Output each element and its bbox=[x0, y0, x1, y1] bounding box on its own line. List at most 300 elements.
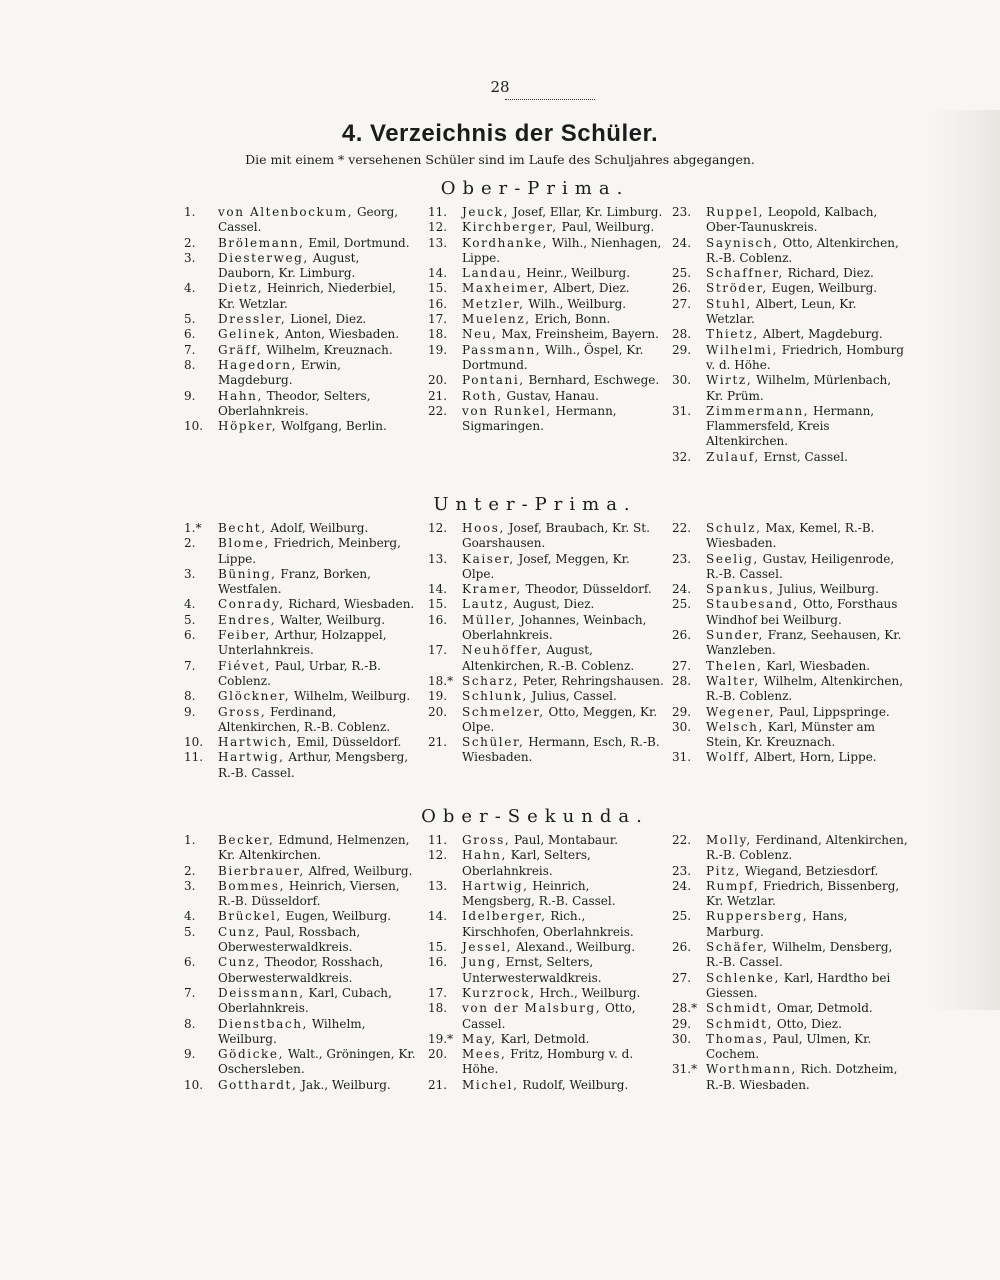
student-entry bbox=[428, 643, 664, 674]
student-details: Wilh., Nienhagen, Lippe. bbox=[462, 235, 662, 265]
student-details: Wilh., Weilburg. bbox=[528, 296, 627, 311]
entry-text bbox=[706, 659, 908, 674]
student-entry bbox=[184, 419, 416, 434]
student-surname: Ströder, bbox=[706, 281, 768, 296]
entry-text bbox=[706, 521, 908, 552]
entry-text bbox=[706, 750, 908, 765]
entry-text bbox=[462, 236, 664, 267]
student-surname: Müller, bbox=[462, 612, 517, 627]
student-details: Rudolf, Weilburg. bbox=[522, 1077, 629, 1092]
student-surname: Hahn, bbox=[218, 388, 263, 403]
student-surname: Schulz, bbox=[706, 521, 762, 535]
page-number-rule bbox=[505, 99, 595, 100]
student-entry bbox=[184, 597, 416, 612]
entry-number: 28. bbox=[672, 673, 692, 688]
student-entry bbox=[428, 205, 664, 220]
student-entry bbox=[672, 1032, 908, 1063]
entry-text bbox=[462, 909, 664, 940]
entry-text bbox=[706, 205, 908, 236]
student-details: Walt., Gröningen, Kr. Oschersleben. bbox=[218, 1047, 416, 1077]
student-entry bbox=[428, 879, 664, 910]
student-details: Anton, Wiesbaden. bbox=[284, 327, 400, 342]
entry-text bbox=[706, 720, 908, 751]
student-details: Fritz, Homburg v. d. Höhe. bbox=[462, 1047, 634, 1077]
student-surname: Becht, bbox=[218, 521, 267, 535]
entry-text bbox=[462, 674, 664, 689]
student-entry bbox=[428, 1078, 664, 1093]
entry-number: 29. bbox=[672, 342, 692, 357]
student-surname: von Altenbockum, bbox=[218, 205, 354, 219]
entry-number: 7. bbox=[184, 342, 196, 357]
student-details: Rich., Kirschhofen, Oberlahnkreis. bbox=[462, 909, 634, 939]
student-details: Karl, Wiesbaden. bbox=[766, 658, 871, 673]
page-title: 4. Verzeichnis der Schüler. bbox=[341, 120, 659, 147]
entry-text bbox=[706, 674, 908, 705]
entry-number: 31.* bbox=[672, 1062, 698, 1077]
entry-number: 26. bbox=[672, 628, 692, 643]
student-details: Paul, Lippspringe. bbox=[778, 704, 890, 719]
student-entry bbox=[672, 628, 908, 659]
entry-text bbox=[462, 327, 664, 342]
student-surname: Seelig, bbox=[706, 551, 759, 566]
student-surname: Dienstbach, bbox=[218, 1016, 308, 1031]
student-surname: Blome, bbox=[218, 536, 270, 551]
entry-number: 6. bbox=[184, 327, 196, 342]
student-details: Erich, Bonn. bbox=[534, 312, 611, 327]
entry-number: 23. bbox=[672, 551, 692, 566]
student-details: Rich. Dotzheim, R.-B. Wiesbaden. bbox=[706, 1062, 898, 1092]
student-details: Eugen, Weilburg. bbox=[771, 281, 878, 296]
student-details: Leopold, Kalbach, Ober-Taunuskreis. bbox=[706, 205, 878, 235]
entry-number: 22. bbox=[428, 403, 448, 418]
student-entry bbox=[428, 373, 664, 388]
student-entry bbox=[184, 659, 416, 690]
student-surname: Wirtz, bbox=[706, 373, 753, 388]
student-details: Wiegand, Betziesdorf. bbox=[744, 863, 879, 878]
student-details: Theodor, Selters, Oberlahnkreis. bbox=[218, 388, 371, 418]
student-details: Edmund, Helmenzen, Kr. Altenkirchen. bbox=[218, 833, 410, 863]
entry-number: 11. bbox=[428, 833, 448, 847]
entry-number: 15. bbox=[428, 940, 448, 955]
entry-text bbox=[218, 236, 416, 251]
entry-number: 23. bbox=[672, 205, 692, 219]
student-entry bbox=[672, 1017, 908, 1032]
student-details: Max, Kemel, R.-B. Wiesbaden. bbox=[706, 521, 875, 551]
student-surname: Kaiser, bbox=[462, 551, 515, 566]
entry-number: 12. bbox=[428, 848, 448, 863]
student-surname: Zimmermann, bbox=[706, 403, 810, 418]
student-surname: Thelen, bbox=[706, 658, 763, 673]
student-details: Hermann, Esch, R.-B. Wiesbaden. bbox=[462, 735, 660, 765]
student-details: Albert, Leun, Kr. Wetzlar. bbox=[706, 296, 857, 327]
student-entry bbox=[672, 659, 908, 674]
student-details: Julius, Weilburg. bbox=[778, 582, 879, 597]
student-surname: Ruppersberg, bbox=[706, 909, 809, 924]
student-details: Paul, Urbar, R.-B. Coblenz. bbox=[218, 658, 381, 688]
student-entry bbox=[428, 848, 664, 879]
entry-number: 18.* bbox=[428, 673, 454, 688]
student-details: Franz, Borken, Westfalen. bbox=[218, 566, 371, 597]
student-details: Arthur, Holzappel, Unterlahnkreis. bbox=[218, 628, 387, 658]
student-details: Bernhard, Eschwege. bbox=[528, 373, 660, 388]
entry-number: 15. bbox=[428, 281, 448, 296]
student-entry bbox=[184, 358, 416, 389]
student-entry bbox=[672, 833, 908, 864]
student-entry bbox=[672, 404, 908, 450]
entry-text bbox=[218, 909, 416, 924]
student-surname: Pitz, bbox=[706, 863, 741, 878]
student-surname: Wilhelmi, bbox=[706, 342, 778, 357]
student-surname: Muelenz, bbox=[462, 312, 531, 327]
entry-text bbox=[706, 373, 908, 404]
entry-number: 13. bbox=[428, 878, 448, 893]
student-details: Albert, Horn, Lippe. bbox=[754, 750, 877, 765]
entry-number: 30. bbox=[672, 719, 692, 734]
entry-text bbox=[706, 597, 908, 628]
entry-number: 5. bbox=[184, 612, 196, 627]
entry-text bbox=[462, 735, 664, 766]
student-details: Eugen, Weilburg. bbox=[285, 909, 392, 924]
student-entry bbox=[428, 281, 664, 296]
student-entry bbox=[672, 971, 908, 1002]
entry-text bbox=[218, 389, 416, 420]
student-details: Emil, Dortmund. bbox=[308, 235, 410, 250]
student-surname: Walter, bbox=[706, 673, 760, 688]
student-surname: Gotthardt, bbox=[218, 1077, 298, 1092]
student-details: August, Dauborn, Kr. Limburg. bbox=[218, 250, 360, 281]
student-entry bbox=[672, 750, 908, 765]
student-details: Wilhelm, Mürlenbach, Kr. Prüm. bbox=[706, 373, 892, 403]
student-surname: Thomas, bbox=[706, 1031, 769, 1046]
entry-number: 6. bbox=[184, 628, 196, 643]
entry-number: 10. bbox=[184, 735, 204, 750]
entry-number: 2. bbox=[184, 536, 196, 551]
student-surname: Hartwig, bbox=[218, 750, 285, 765]
entry-number: 10. bbox=[184, 419, 204, 434]
entry-text bbox=[462, 521, 664, 552]
entry-text bbox=[706, 297, 908, 328]
student-details: Wilhelm, Densberg, R.-B. Cassel. bbox=[706, 940, 893, 970]
student-entry bbox=[672, 674, 908, 705]
student-details: Hermann, Sigmaringen. bbox=[462, 403, 617, 434]
student-details: Johannes, Weinbach, Oberlahnkreis. bbox=[462, 612, 647, 643]
entry-number: 2. bbox=[184, 235, 196, 250]
student-entry bbox=[184, 925, 416, 956]
entry-text bbox=[218, 955, 416, 986]
student-entry bbox=[184, 205, 416, 236]
student-surname: Schmidt, bbox=[706, 1001, 774, 1016]
entry-text bbox=[462, 833, 664, 848]
entry-number: 29. bbox=[672, 1016, 692, 1031]
entry-number: 17. bbox=[428, 643, 448, 658]
entry-number: 25. bbox=[672, 597, 692, 612]
student-entry bbox=[184, 251, 416, 282]
student-surname: Schüler, bbox=[462, 735, 525, 750]
student-surname: Staubesand, bbox=[706, 597, 799, 612]
entry-text bbox=[462, 1078, 664, 1093]
student-details: Paul, Weilburg. bbox=[561, 220, 655, 235]
student-surname: Kirchberger, bbox=[462, 220, 558, 235]
student-details: Hermann, Flammersfeld, Kreis Altenkirchen. bbox=[706, 403, 875, 449]
student-surname: Brückel, bbox=[218, 909, 282, 924]
entry-number: 14. bbox=[428, 909, 448, 924]
entry-number: 4. bbox=[184, 909, 196, 924]
student-surname: Landau, bbox=[462, 266, 523, 281]
student-details: August, Altenkirchen, R.-B. Coblenz. bbox=[462, 643, 635, 673]
student-entry bbox=[184, 909, 416, 924]
student-details: Hrch., Weilburg. bbox=[539, 985, 641, 1000]
student-entry bbox=[672, 582, 908, 597]
student-details: Paul, Ulmen, Kr. Cochem. bbox=[706, 1031, 872, 1062]
entry-text bbox=[462, 312, 664, 327]
entry-number: 12. bbox=[428, 220, 448, 235]
student-entry bbox=[184, 389, 416, 420]
entry-text bbox=[462, 266, 664, 281]
entry-number: 20. bbox=[428, 704, 448, 719]
entry-number: 29. bbox=[672, 704, 692, 719]
entry-number: 5. bbox=[184, 312, 196, 327]
student-surname: Mees, bbox=[462, 1047, 507, 1062]
student-entry bbox=[672, 597, 908, 628]
student-details: Friedrich, Bissenberg, Kr. Wetzlar. bbox=[706, 878, 900, 909]
student-entry bbox=[184, 613, 416, 628]
entry-number: 19.* bbox=[428, 1031, 454, 1046]
student-entry bbox=[428, 597, 664, 612]
student-entry bbox=[428, 940, 664, 955]
student-details: Heinr., Weilburg. bbox=[526, 266, 631, 281]
entry-text bbox=[218, 1047, 416, 1078]
student-details: Heinrich, Niederbiel, Kr. Wetzlar. bbox=[218, 281, 396, 311]
entry-text bbox=[706, 864, 908, 879]
entry-number: 32. bbox=[672, 449, 692, 464]
entry-text bbox=[462, 955, 664, 986]
student-surname: Kurzrock, bbox=[462, 985, 536, 1000]
entry-text bbox=[706, 705, 908, 720]
student-surname: Hartwig, bbox=[462, 878, 529, 893]
entry-text bbox=[218, 986, 416, 1017]
student-details: Alfred, Weilburg. bbox=[308, 863, 413, 878]
student-surname: Lautz, bbox=[462, 597, 510, 612]
student-details: Alexand., Weilburg. bbox=[516, 940, 636, 955]
student-entry bbox=[672, 864, 908, 879]
entry-text bbox=[218, 1017, 416, 1048]
entry-text bbox=[462, 205, 664, 220]
student-entry bbox=[428, 521, 664, 552]
entry-text bbox=[462, 582, 664, 597]
entry-number: 27. bbox=[672, 970, 692, 985]
entry-number: 13. bbox=[428, 235, 448, 250]
student-details: August, Diez. bbox=[513, 597, 595, 612]
student-entry bbox=[428, 552, 664, 583]
entry-text bbox=[218, 327, 416, 342]
student-entry bbox=[428, 705, 664, 736]
student-surname: Hahn, bbox=[462, 848, 507, 863]
entry-text bbox=[706, 450, 908, 465]
entry-number: 15. bbox=[428, 597, 448, 612]
student-entry bbox=[428, 1047, 664, 1078]
entry-number: 20. bbox=[428, 373, 448, 388]
student-surname: Metzler, bbox=[462, 296, 525, 311]
entry-number: 10. bbox=[184, 1077, 204, 1092]
student-details: Friedrich, Homburg v. d. Höhe. bbox=[706, 342, 904, 372]
entry-text bbox=[462, 689, 664, 704]
student-surname: Dressler, bbox=[218, 312, 287, 327]
student-details: Walter, Weilburg. bbox=[280, 612, 386, 627]
entry-text bbox=[218, 205, 416, 236]
student-entry bbox=[184, 689, 416, 704]
student-details: Paul, Montabaur. bbox=[514, 833, 619, 847]
entry-text bbox=[218, 879, 416, 910]
entry-text bbox=[218, 343, 416, 358]
entry-number: 30. bbox=[672, 373, 692, 388]
student-entry bbox=[428, 833, 664, 848]
entry-number: 1. bbox=[184, 833, 196, 847]
entry-text bbox=[706, 552, 908, 583]
student-details: Karl, Selters, Oberlahnkreis. bbox=[462, 848, 591, 878]
entry-text bbox=[706, 909, 908, 940]
student-surname: von der Malsburg, bbox=[462, 1001, 602, 1016]
student-details: Wolfgang, Berlin. bbox=[281, 419, 387, 434]
student-details: Karl, Cubach, Oberlahnkreis. bbox=[218, 985, 392, 1016]
entry-number: 13. bbox=[428, 551, 448, 566]
entry-number: 24. bbox=[672, 582, 692, 597]
entry-number: 8. bbox=[184, 689, 196, 704]
entry-text bbox=[218, 689, 416, 704]
entry-text bbox=[218, 925, 416, 956]
entry-text bbox=[706, 582, 908, 597]
entry-number: 27. bbox=[672, 658, 692, 673]
entry-text bbox=[218, 536, 416, 567]
student-details: Otto, Altenkirchen, R.-B. Coblenz. bbox=[706, 235, 899, 265]
entry-number: 31. bbox=[672, 403, 692, 418]
student-details: Arthur, Mengsberg, R.-B. Cassel. bbox=[218, 750, 409, 780]
student-entry bbox=[184, 705, 416, 736]
entry-number: 9. bbox=[184, 388, 196, 403]
entry-text bbox=[218, 735, 416, 750]
column-2 bbox=[428, 205, 664, 434]
entry-text bbox=[462, 297, 664, 312]
student-details: Ernst, Cassel. bbox=[763, 449, 848, 464]
column-3 bbox=[672, 833, 908, 1093]
student-surname: Molly, bbox=[706, 833, 752, 847]
student-entry bbox=[672, 281, 908, 296]
entry-text bbox=[462, 1047, 664, 1078]
student-surname: Deissmann, bbox=[218, 985, 305, 1000]
student-entry bbox=[672, 373, 908, 404]
entry-text bbox=[462, 613, 664, 644]
student-surname: Ruppel, bbox=[706, 205, 765, 219]
student-surname: Roth, bbox=[462, 388, 503, 403]
entry-number: 27. bbox=[672, 296, 692, 311]
student-surname: Spankus, bbox=[706, 582, 775, 597]
student-entry bbox=[184, 986, 416, 1017]
student-surname: Jessel, bbox=[462, 940, 513, 955]
student-surname: Stuhl, bbox=[706, 296, 752, 311]
column-2 bbox=[428, 521, 664, 766]
entry-number: 23. bbox=[672, 863, 692, 878]
student-entry bbox=[184, 833, 416, 864]
entry-text bbox=[218, 613, 416, 628]
entry-number: 24. bbox=[672, 878, 692, 893]
section-heading: Unter-Prima. bbox=[433, 494, 637, 515]
student-entry bbox=[672, 205, 908, 236]
student-entry bbox=[428, 1032, 664, 1047]
entry-text bbox=[218, 358, 416, 389]
student-details: Gustav, Heiligenrode, R.-B. Cassel. bbox=[706, 551, 895, 581]
entry-number: 24. bbox=[672, 235, 692, 250]
student-entry bbox=[672, 521, 908, 552]
student-entry bbox=[672, 879, 908, 910]
entry-text bbox=[218, 251, 416, 282]
entry-text bbox=[706, 971, 908, 1002]
column-1 bbox=[184, 205, 416, 434]
entry-text bbox=[706, 281, 908, 296]
entry-text bbox=[462, 848, 664, 879]
student-surname: Dietz, bbox=[218, 281, 264, 296]
student-entry bbox=[672, 450, 908, 465]
student-entry bbox=[672, 705, 908, 720]
entry-number: 4. bbox=[184, 281, 196, 296]
student-surname: Welsch, bbox=[706, 719, 764, 734]
entry-number: 14. bbox=[428, 266, 448, 281]
student-details: Adolf, Weilburg. bbox=[270, 521, 369, 535]
entry-text bbox=[218, 419, 416, 434]
student-entry bbox=[428, 689, 664, 704]
entry-text bbox=[218, 628, 416, 659]
student-entry bbox=[184, 281, 416, 312]
student-entry bbox=[184, 864, 416, 879]
student-surname: Gräff, bbox=[218, 342, 263, 357]
student-entry bbox=[184, 1078, 416, 1093]
entry-text bbox=[462, 940, 664, 955]
section-ober-sekunda bbox=[0, 806, 1000, 1092]
student-surname: Rumpf, bbox=[706, 878, 760, 893]
student-entry bbox=[428, 297, 664, 312]
section-heading: Ober-Sekunda. bbox=[421, 806, 649, 827]
student-details: Wilhelm, Kreuznach. bbox=[266, 342, 393, 357]
student-details: Max, Freinsheim, Bayern. bbox=[501, 327, 659, 342]
student-surname: Bommes, bbox=[218, 878, 286, 893]
student-surname: Becker, bbox=[218, 833, 275, 847]
student-details: Albert, Magdeburg. bbox=[762, 327, 883, 342]
entry-number: 21. bbox=[428, 388, 448, 403]
entry-text bbox=[706, 628, 908, 659]
student-details: Albert, Diez. bbox=[553, 281, 630, 296]
student-entry bbox=[428, 1001, 664, 1032]
entry-number: 11. bbox=[428, 205, 448, 219]
entry-number: 22. bbox=[672, 833, 692, 847]
student-surname: Kramer, bbox=[462, 582, 522, 597]
entry-number: 26. bbox=[672, 940, 692, 955]
student-surname: Bierbrauer, bbox=[218, 863, 305, 878]
column-3 bbox=[672, 521, 908, 766]
student-surname: Wegener, bbox=[706, 704, 776, 719]
section-heading: Ober-Prima. bbox=[440, 178, 630, 199]
entry-number: 9. bbox=[184, 704, 196, 719]
entry-number: 11. bbox=[184, 750, 204, 765]
student-entry bbox=[428, 955, 664, 986]
entry-text bbox=[462, 389, 664, 404]
student-entry bbox=[672, 940, 908, 971]
student-details: Josef, Meggen, Kr. Olpe. bbox=[462, 551, 630, 581]
student-surname: Endres, bbox=[218, 612, 277, 627]
student-details: Otto, Cassel. bbox=[462, 1001, 636, 1031]
student-details: Omar, Detmold. bbox=[776, 1001, 873, 1016]
entry-text bbox=[706, 833, 908, 864]
student-surname: Saynisch, bbox=[706, 235, 779, 250]
student-surname: Schlenke, bbox=[706, 970, 780, 985]
entry-number: 16. bbox=[428, 296, 448, 311]
